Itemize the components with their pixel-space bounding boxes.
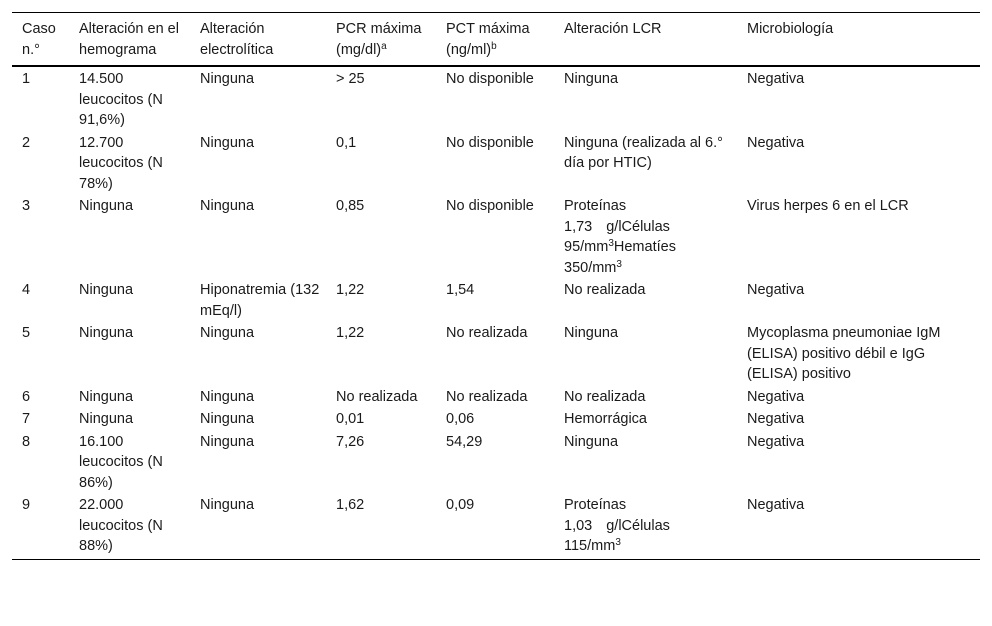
table-row <box>12 196 980 280</box>
table-header <box>12 13 980 67</box>
footnote-mark-a: a <box>381 40 387 52</box>
results-table <box>12 12 980 560</box>
cell-lcr: Ninguna <box>564 71 619 87</box>
cell-electrolitica: Ninguna <box>200 433 255 450</box>
table-row <box>12 133 980 197</box>
table-row <box>12 432 980 496</box>
table-row <box>12 280 980 323</box>
cell-hemograma: 14.500 leucocitos (N 91,6%) <box>79 71 163 128</box>
cell-hemograma: Ninguna <box>79 388 134 405</box>
header-caso: Caso n.° <box>22 21 56 58</box>
header-microbiologia: Microbiología <box>747 21 834 37</box>
cell-pct: 0,06 <box>446 411 475 427</box>
cell-microbiologia: Virus herpes 6 en el LCR <box>747 198 909 214</box>
cell-pct: 0,09 <box>446 497 475 513</box>
header-row <box>12 13 980 67</box>
cell-caso: 9 <box>22 497 31 513</box>
lcr-proteinas-value: 1,73 g/lCélulas <box>564 218 670 235</box>
cell-microbiologia: Negativa <box>747 282 805 298</box>
cell-electrolitica: Ninguna <box>200 325 255 341</box>
cell-lcr: Ninguna (realizada al 6.° día por HTIC) <box>564 134 723 171</box>
header-pcr: PCR máxima $(mg/dl)^a$ <box>336 21 422 58</box>
header-hemograma: Alteración en el hemograma <box>79 21 179 58</box>
cell-hemograma: 22.000 leucocitos (N 88%) <box>79 497 163 554</box>
header-lcr: Alteración LCR <box>564 21 662 37</box>
cell-caso: 2 <box>22 134 31 151</box>
lcr-celulas-value: $115/mm^3$ <box>564 537 621 554</box>
cell-microbiologia: Negativa <box>747 388 805 405</box>
cell-microbiologia: Negativa <box>747 134 805 151</box>
cell-lcr: Hemorrágica <box>564 411 647 427</box>
cell-pct: No realizada <box>446 388 528 405</box>
cell-pcr: 7,26 <box>336 433 365 450</box>
cell-electrolitica: Ninguna <box>200 198 255 214</box>
table-body <box>12 66 980 559</box>
cell-pcr: No realizada <box>336 388 418 405</box>
table-row <box>12 66 980 133</box>
cell-caso: 5 <box>22 325 31 341</box>
cell-hemograma: Ninguna <box>79 282 134 298</box>
cell-microbiologia: Mycoplasma pneumoniae IgM (ELISA) positivo débil e IgG (ELISA) positivo <box>747 325 941 382</box>
cell-caso: 7 <box>22 411 31 427</box>
header-electrolitica: Alteración electrolítica <box>200 21 274 58</box>
cell-electrolitica: Hiponatremia (132 mEq/l) <box>200 282 320 319</box>
cell-hemograma: 12.700 leucocitos (N 78%) <box>79 134 163 192</box>
cell-pcr: 0,01 <box>336 411 365 427</box>
cell-pcr: > 25 <box>336 71 365 87</box>
cell-pct: No realizada <box>446 325 528 341</box>
cell-microbiologia: Negativa <box>747 411 805 427</box>
table-row <box>12 387 980 410</box>
cell-microbiologia: Negativa <box>747 433 805 450</box>
cell-lcr: Ninguna <box>564 433 619 450</box>
lcr-proteinas-label: Proteínas <box>564 497 627 513</box>
cell-electrolitica: Ninguna <box>200 134 255 151</box>
cell-pct: No disponible <box>446 134 534 151</box>
cell-lcr <box>554 495 737 559</box>
table-row <box>12 409 980 432</box>
lcr-proteinas-label: Proteínas <box>564 198 627 214</box>
cell-hemograma: Ninguna <box>79 198 134 214</box>
results-table-container <box>12 12 980 560</box>
cell-pcr: 0,1 <box>336 134 357 151</box>
cell-pct: No disponible <box>446 198 534 214</box>
cell-lcr: Ninguna <box>564 325 619 341</box>
cell-caso: 6 <box>22 388 31 405</box>
cell-pcr: 1,22 <box>336 325 365 341</box>
cell-caso: 8 <box>22 433 31 450</box>
cell-pcr: 0,85 <box>336 198 365 214</box>
lcr-celulas-value: $95/mm^3Hematíes$ <box>564 238 676 255</box>
cell-caso: 1 <box>22 71 31 87</box>
cell-electrolitica: Ninguna <box>200 388 255 405</box>
cell-pct: 54,29 <box>446 433 483 450</box>
lcr-proteinas-value: 1,03 g/lCélulas <box>564 517 670 534</box>
cell-lcr: No realizada <box>564 282 646 298</box>
cell-microbiologia: Negativa <box>747 497 805 513</box>
lcr-hematies-value: $350/mm^3$ <box>564 258 622 276</box>
cell-electrolitica: Ninguna <box>200 497 255 513</box>
cell-caso: 3 <box>22 198 31 214</box>
cell-pcr: 1,62 <box>336 497 365 513</box>
cell-hemograma: 16.100 leucocitos (N 86%) <box>79 433 163 491</box>
cell-hemograma: Ninguna <box>79 411 134 427</box>
footnote-mark-b: b <box>491 40 497 52</box>
table-row <box>12 495 980 559</box>
cell-pct: 1,54 <box>446 282 475 298</box>
cell-lcr <box>554 196 737 280</box>
cell-pct: No disponible <box>446 71 534 87</box>
cell-hemograma: Ninguna <box>79 325 134 341</box>
cell-electrolitica: Ninguna <box>200 71 255 87</box>
table-row <box>12 323 980 387</box>
cell-microbiologia: Negativa <box>747 71 805 87</box>
cell-caso: 4 <box>22 282 31 298</box>
header-pct: PCT máxima $(ng/ml)^b$ <box>446 21 530 58</box>
cell-pcr: 1,22 <box>336 282 365 298</box>
cell-electrolitica: Ninguna <box>200 411 255 427</box>
cell-lcr: No realizada <box>564 388 646 405</box>
